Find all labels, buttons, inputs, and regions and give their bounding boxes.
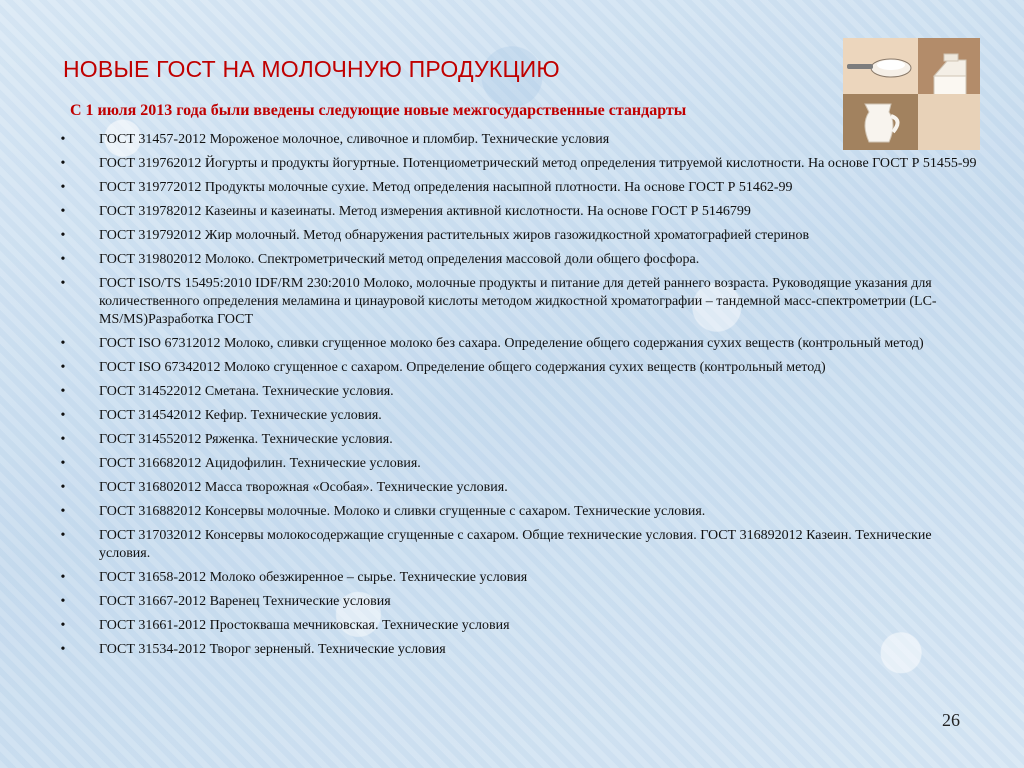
bullet-icon: • (60, 432, 66, 447)
bullet-icon: • (60, 594, 66, 609)
list-item (58, 155, 978, 173)
list-item (58, 431, 978, 449)
list-item-text: ГОСТ ISO/TS 15495:2010 IDF/RM 230:2010 Молоко, молочные продукты и питание для детей раннего возраста. Руководящие указания для количественного определения меламина и цинауровой кислоты методом жидкостной хроматографии – тандемной масс-спектрометрии (LC-MS/MS)Разработка ГОСТ (99, 276, 937, 327)
list-item-text: ГОСТ 319792012 Жир молочный. Метод обнаружения растительных жиров газожидкостной хроматографией стеринов (99, 228, 810, 243)
spoon-tile (843, 38, 918, 94)
milk-carton-icon (918, 38, 980, 94)
list-item (58, 503, 978, 521)
list-item (58, 251, 978, 269)
list-item (58, 359, 978, 377)
list-item (58, 455, 978, 473)
list-item-text: ГОСТ 314522012 Сметана. Технические условия. (99, 384, 394, 399)
list-item (58, 275, 978, 329)
carton-tile (918, 38, 980, 94)
bullet-icon: • (60, 642, 66, 657)
list-item (58, 593, 978, 611)
bullet-icon: • (60, 228, 66, 243)
list-item-text: ГОСТ ISO 67342012 Молоко сгущенное с сахаром. Определение общего содержания сухих веществ (контрольный метод) (99, 360, 826, 375)
bullet-icon: • (60, 336, 66, 351)
bullet-icon: • (60, 180, 66, 195)
bullet-icon: • (60, 156, 66, 171)
bullet-icon: • (60, 276, 66, 291)
list-item (58, 335, 978, 353)
bullet-icon: • (60, 618, 66, 633)
bullet-icon: • (60, 570, 66, 585)
bullet-icon: • (60, 360, 66, 375)
slide-subtitle: С 1 июля 2013 года были введены следующие новые межгосударственные стандарты (70, 102, 687, 119)
list-item-text: ГОСТ 316682012 Ацидофилин. Технические условия. (99, 456, 421, 471)
list-item (58, 479, 978, 497)
list-item (58, 407, 978, 425)
list-item-text: ГОСТ 31661-2012 Простокваша мечниковская. Технические условия (99, 618, 510, 633)
bullet-icon: • (60, 204, 66, 219)
list-item (58, 641, 978, 659)
list-item-text: ГОСТ 31534-2012 Творог зерненый. Технические условия (99, 642, 446, 657)
spoon-icon (843, 38, 918, 94)
list-item-text: ГОСТ 319782012 Казеины и казеинаты. Метод измерения активной кислотности. На основе ГОСТ Р 5146799 (99, 204, 751, 219)
list-item-text: ГОСТ 316882012 Консервы молочные. Молоко и сливки сгущенные с сахаром. Технические условия. (99, 504, 706, 519)
list-item (58, 131, 978, 149)
list-item-text: ГОСТ 314542012 Кефир. Технические условия. (99, 408, 382, 423)
list-item-text: ГОСТ 319772012 Продукты молочные сухие. Метод определения насыпной плотности. На основе ГОСТ Р 51462-99 (99, 180, 793, 195)
list-item (58, 617, 978, 635)
bullet-icon: • (60, 480, 66, 495)
list-item (58, 527, 978, 563)
bullet-icon: • (60, 384, 66, 399)
bullet-icon: • (60, 132, 66, 147)
list-item (58, 383, 978, 401)
bullet-icon: • (60, 456, 66, 471)
list-item-text: ГОСТ 317032012 Консервы молокосодержащие сгущенные с сахаром. Общие технические условия. ГОСТ 316892012 Казеин. Технические условия. (99, 528, 932, 561)
page-number: 26 (942, 710, 960, 730)
list-item-text: ГОСТ 319802012 Молоко. Спектрометрический метод определения массовой доли общего фосфора. (99, 252, 700, 267)
list-item (58, 203, 978, 221)
list-item-text: ГОСТ 319762012 Йогурты и продукты йогуртные. Потенциометрический метод определения титруемой кислотности. На основе ГОСТ Р 51455-99 (99, 156, 977, 171)
standards-list (58, 131, 978, 665)
list-item-text: ГОСТ 316802012 Масса творожная «Особая». Технические условия. (99, 480, 508, 495)
bullet-icon: • (60, 252, 66, 267)
list-item (58, 227, 978, 245)
list-item (58, 179, 978, 197)
bullet-icon: • (60, 528, 66, 543)
list-item-text: ГОСТ 31667-2012 Варенец Технические условия (99, 594, 391, 609)
slide-title: НОВЫЕ ГОСТ НА МОЛОЧНУЮ ПРОДУКЦИЮ (63, 56, 560, 82)
list-item-text: ГОСТ 31658-2012 Молоко обезжиренное – сырье. Технические условия (99, 570, 528, 585)
list-item (58, 569, 978, 587)
list-item-text: ГОСТ 314552012 Ряженка. Технические условия. (99, 432, 393, 447)
bullet-icon: • (60, 504, 66, 519)
bullet-icon: • (60, 408, 66, 423)
list-item-text: ГОСТ 31457-2012 Мороженое молочное, сливочное и пломбир. Технические условия (99, 132, 610, 147)
list-item-text: ГОСТ ISO 67312012 Молоко, сливки сгущенное молоко без сахара. Определение общего содержания сухих веществ (контрольный метод) (99, 336, 924, 351)
